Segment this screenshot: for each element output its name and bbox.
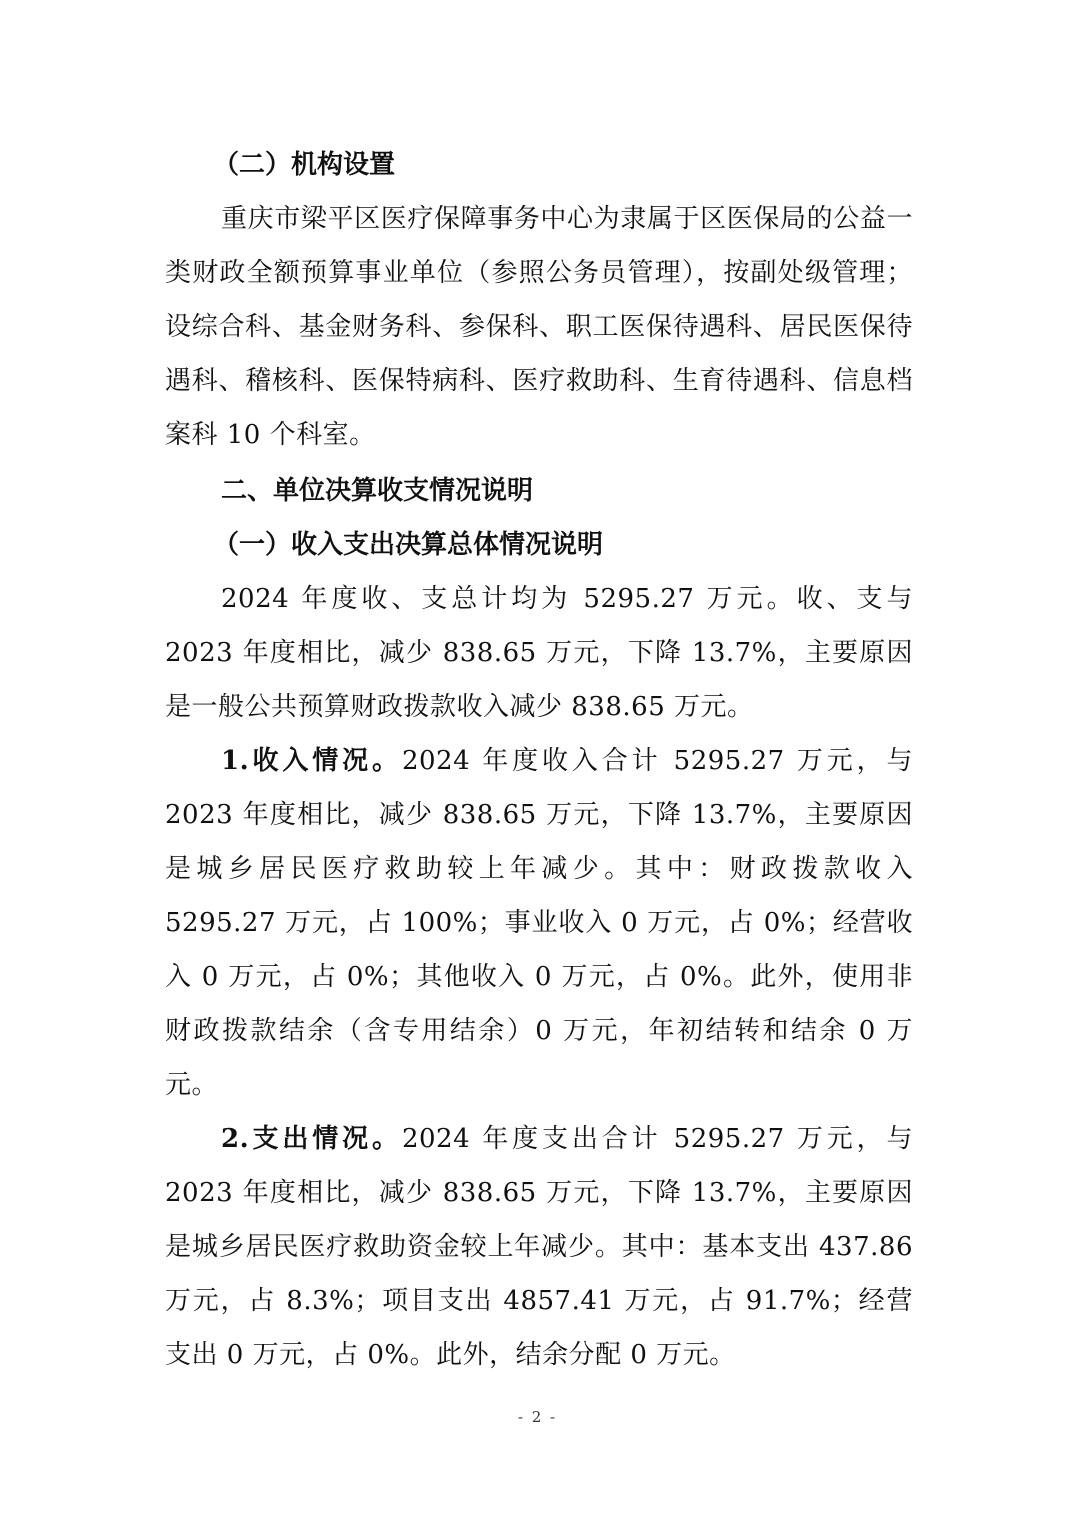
paragraph-organization: 重庆市梁平区医疗保障事务中心为隶属于区医保局的公益一类财政全额预算事业单位（参照公务员管理），按副处级管理；设综合科、基金财务科、参保科、职工医保待遇科、居民医保待遇科、稽核科、医保特病科、医疗救助科、生育待遇科、信息档案科 10 个科室。 xyxy=(165,204,913,450)
paragraph-income xyxy=(165,734,913,1112)
document-body xyxy=(165,138,913,1382)
income-text: 2024 年度收入合计 5295.27 万元，与 2023 年度相比，减少 838.65 万元，下降 13.7%，主要原因是城乡居民医疗救助较上年减少。其中：财政拨款收入 5295.27 万元，占 100%；事业收入 0 万元，占 0%；经营收入 0 万元，占 0%；其他收入 0 万元，占 0%。此外，使用非财政拨款结余（含专用结余）0 万元，年初结转和结余 0 万元。 xyxy=(165,746,913,1100)
expense-text: 2024 年度支出合计 5295.27 万元，与 2023 年度相比，减少 838.65 万元，下降 13.7%，主要原因是城乡居民医疗救助资金较上年减少。其中：基本支出 437.86 万元，占 8.3%；项目支出 4857.41 万元，占 91.7%；经营支出 0 万元，占 0%。此外，结余分配 0 万元。 xyxy=(165,1124,913,1370)
expense-lead: 2.支出情况。 xyxy=(221,1124,402,1154)
income-lead: 1.收入情况。 xyxy=(221,746,402,776)
heading-organization-setup: （二）机构设置 xyxy=(213,150,396,180)
paragraph-expense xyxy=(165,1112,913,1382)
heading-overall-explanation: （一）收入支出决算总体情况说明 xyxy=(213,530,604,560)
page-number: - 2 - xyxy=(517,1408,558,1426)
paragraph-overall: 2024 年度收、支总计均为 5295.27 万元。收、支与 2023 年度相比，减少 838.65 万元，下降 13.7%，主要原因是一般公共预算财政拨款收入减少 838.65 万元。 xyxy=(165,584,913,722)
heading-section-2: 二、单位决算收支情况说明 xyxy=(221,476,534,506)
